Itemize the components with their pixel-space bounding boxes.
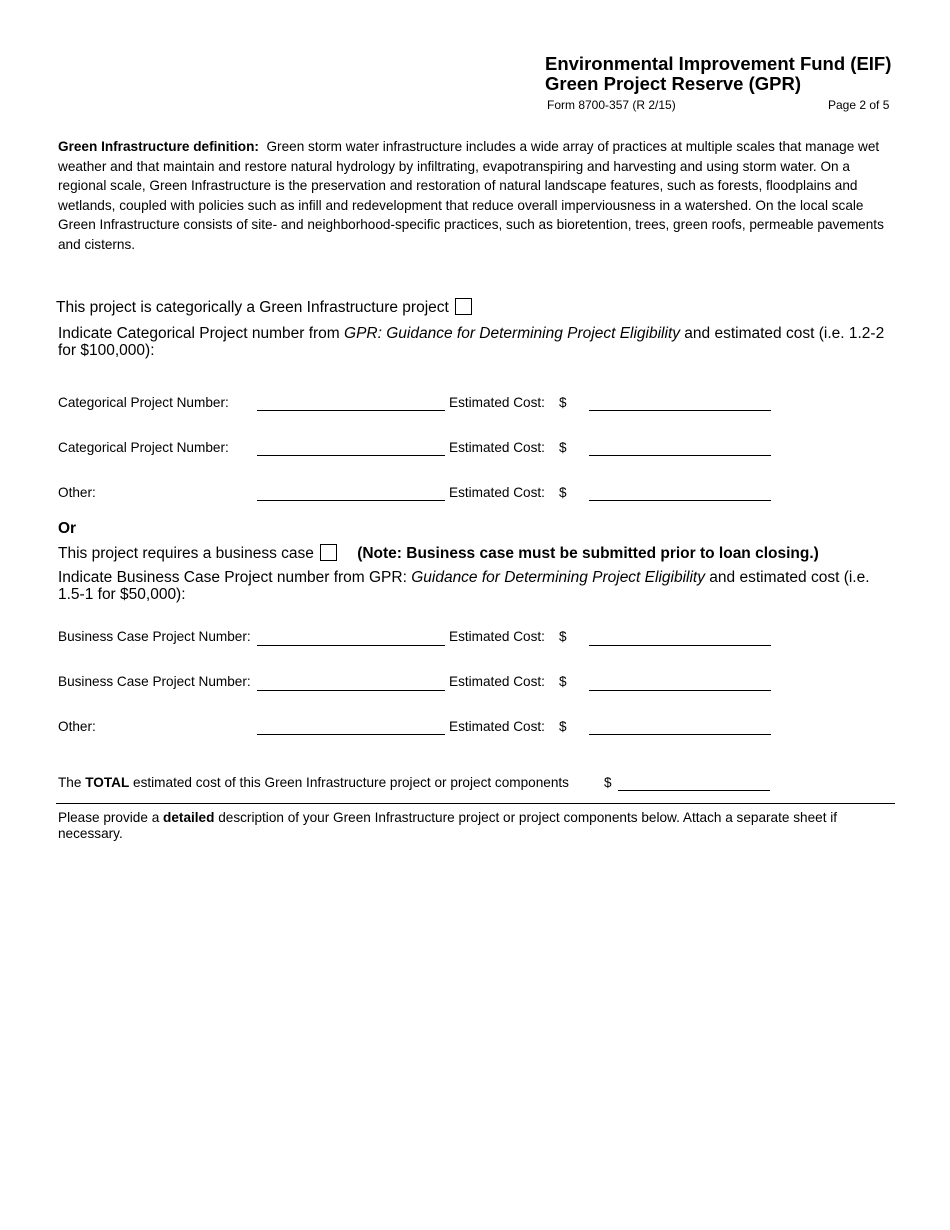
- total-text-start: The: [58, 775, 86, 790]
- business-checkbox-label: This project requires a business case: [58, 545, 314, 562]
- categorical-row-2-number-field[interactable]: [257, 455, 445, 456]
- business-row-1-cost-label: Estimated Cost:: [449, 629, 545, 644]
- categorical-instructions: [58, 325, 894, 359]
- business-row-3-currency: $: [559, 719, 567, 734]
- total-label: [58, 775, 569, 791]
- business-row-1-currency: $: [559, 629, 567, 644]
- business-instr-text: Indicate Business Case Project number from GPR:: [58, 569, 412, 586]
- categorical-checkbox-row: [56, 298, 472, 317]
- business-row-3-cost-label: Estimated Cost:: [449, 719, 545, 734]
- definition-label: Green Infrastructure definition:: [58, 139, 259, 154]
- categorical-row-1-label: Categorical Project Number:: [58, 395, 229, 410]
- categorical-instr-text: Indicate Categorical Project number from: [58, 325, 345, 342]
- detail-bold: detailed: [163, 810, 215, 825]
- form-title-line1: Environmental Improvement Fund (EIF): [545, 53, 892, 74]
- detail-instructions: [58, 810, 894, 842]
- categorical-row-3-currency: $: [559, 485, 567, 500]
- categorical-row-3-cost-label: Estimated Cost:: [449, 485, 545, 500]
- or-label: Or: [58, 520, 77, 537]
- business-row-3-label: Other:: [58, 719, 96, 734]
- business-instr-guidance: Guidance for Determining Project Eligibility: [411, 569, 705, 586]
- categorical-row-3-label: Other:: [58, 485, 96, 500]
- business-row-2-currency: $: [559, 674, 567, 689]
- business-instructions: [58, 569, 894, 603]
- form-title: [545, 54, 891, 94]
- business-checkbox[interactable]: [320, 544, 337, 561]
- total-bold: TOTAL: [85, 775, 130, 790]
- form-number: Form 8700-357 (R 2/15): [547, 98, 676, 112]
- categorical-row-1-cost-label: Estimated Cost:: [449, 395, 545, 410]
- business-row-1-cost-field[interactable]: [589, 645, 771, 646]
- categorical-row-1-currency: $: [559, 395, 567, 410]
- total-currency: $: [604, 775, 612, 790]
- categorical-row-3-number-field[interactable]: [257, 500, 445, 501]
- business-row-2-number-field[interactable]: [257, 690, 445, 691]
- business-row-1-number-field[interactable]: [257, 645, 445, 646]
- business-row-2-cost-label: Estimated Cost:: [449, 674, 545, 689]
- business-row-1-label: Business Case Project Number:: [58, 629, 251, 644]
- business-checkbox-row: [58, 544, 819, 563]
- business-row-3-cost-field[interactable]: [589, 734, 771, 735]
- categorical-instr-guidance: GPR: Guidance for Determining Project Eligibility: [344, 325, 680, 342]
- business-row-2-label: Business Case Project Number:: [58, 674, 251, 689]
- definition-paragraph: [58, 137, 894, 254]
- total-cost-field[interactable]: [618, 790, 770, 791]
- business-row-3-number-field[interactable]: [257, 734, 445, 735]
- detail-text-start: Please provide a: [58, 810, 164, 825]
- categorical-row-1-number-field[interactable]: [257, 410, 445, 411]
- categorical-row-2-label: Categorical Project Number:: [58, 440, 229, 455]
- categorical-row-2-cost-field[interactable]: [589, 455, 771, 456]
- detail-text-end: description of your Green Infrastructure project or project components below. Attach a separate sheet if necessary.: [58, 810, 838, 841]
- categorical-row-3-cost-field[interactable]: [589, 500, 771, 501]
- form-title-line2: Green Project Reserve (GPR): [545, 73, 802, 94]
- categorical-row-1-cost-field[interactable]: [589, 410, 771, 411]
- business-note: (Note: Business case must be submitted prior to loan closing.): [357, 545, 819, 562]
- page-number: Page 2 of 5: [828, 98, 890, 112]
- total-text-end: estimated cost of this Green Infrastructure project or project components: [129, 775, 569, 790]
- categorical-row-2-currency: $: [559, 440, 567, 455]
- description-area[interactable]: [58, 848, 894, 1208]
- section-divider: [56, 803, 895, 804]
- categorical-checkbox[interactable]: [455, 298, 472, 315]
- categorical-instr-text-end: and estimated cost (i.e. 1.2-2 for $100,000):: [58, 325, 885, 359]
- categorical-row-2-cost-label: Estimated Cost:: [449, 440, 545, 455]
- categorical-checkbox-label: This project is categorically a Green Infrastructure project: [56, 299, 449, 316]
- business-row-2-cost-field[interactable]: [589, 690, 771, 691]
- business-instr-text-end: and estimated cost (i.e. 1.5-1 for $50,000):: [58, 569, 870, 603]
- definition-text: Green storm water infrastructure includes a wide array of practices at multiple scales that manage wet weather and that maintain and restore natural hydrology by infiltrating, evapotranspiring and harvesting and using storm water. On a regional scale, Green Infrastructure is the preservation and restoration of natural landscape features, such as forests, floodplains and wetlands, coupled with policies such as infill and redevelopment that reduce overall imperviousness in a watershed. On the local scale Green Infrastructure consists of site- and neighborhood-specific practices, such as bioretention, trees, green roofs, permeable pavements and cisterns.: [58, 139, 884, 252]
